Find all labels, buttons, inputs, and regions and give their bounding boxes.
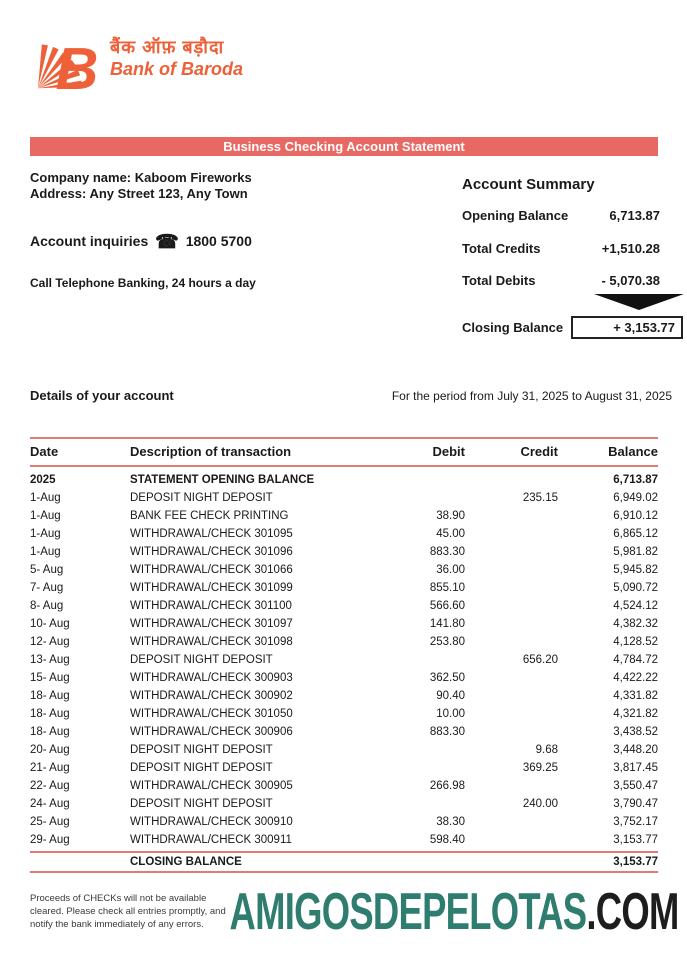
summary-value: - 5,070.38: [601, 273, 660, 288]
cell-balance: 4,321.82: [613, 708, 658, 720]
cell-date: 18- Aug: [30, 726, 70, 738]
header-date: Date: [30, 444, 59, 459]
cell-balance: 3,752.17: [613, 816, 658, 828]
cell-date: 29- Aug: [30, 834, 70, 846]
cell-description: DEPOSIT NIGHT DEPOSIT: [130, 762, 273, 774]
summary-value: 6,713.87: [609, 208, 660, 223]
table-header-row: [30, 437, 658, 467]
summary-row-total-credits: [462, 241, 660, 256]
table-row: [30, 507, 658, 525]
baroda-sun-icon: [30, 26, 102, 96]
cell-credit: 240.00: [522, 798, 558, 810]
cell-credit: 369.25: [522, 762, 558, 774]
cell-balance: 4,382.32: [613, 618, 658, 630]
table-row: [30, 579, 658, 597]
cell-date: 25- Aug: [30, 816, 70, 828]
cell-balance: 3,438.52: [613, 726, 658, 738]
brand-name: AMIGOSDEPELOTAS: [229, 883, 587, 941]
summary-value: +1,510.28: [601, 241, 660, 256]
cell-date: 21- Aug: [30, 762, 70, 774]
cell-description: WITHDRAWAL/CHECK 300905: [130, 780, 293, 792]
cell-date: 5- Aug: [30, 564, 64, 576]
cell-description: DEPOSIT NIGHT DEPOSIT: [130, 654, 273, 666]
cell-description: DEPOSIT NIGHT DEPOSIT: [130, 492, 273, 504]
cell-description: CLOSING BALANCE: [130, 856, 242, 868]
bank-logo-text: [110, 36, 243, 80]
cell-balance: 4,422.22: [613, 672, 658, 684]
cell-description: WITHDRAWAL/CHECK 301096: [130, 546, 293, 558]
cell-description: WITHDRAWAL/CHECK 301050: [130, 708, 293, 720]
cell-description: WITHDRAWAL/CHECK 301100: [130, 600, 292, 612]
cell-description: DEPOSIT NIGHT DEPOSIT: [130, 744, 273, 756]
cell-date: 13- Aug: [30, 654, 70, 666]
bank-name-hindi: बैंक ऑफ़ बड़ौदा: [110, 37, 225, 57]
header-credit: Credit: [520, 444, 558, 459]
cell-date: 22- Aug: [30, 780, 70, 792]
cell-balance: 3,448.20: [613, 744, 658, 756]
cell-date: 18- Aug: [30, 708, 70, 720]
cell-balance: 6,713.87: [613, 474, 658, 486]
brand-tld: .COM: [586, 883, 679, 941]
cell-debit: 598.40: [429, 834, 465, 846]
cell-debit: 38.90: [436, 510, 465, 522]
closing-balance-table-row: [30, 851, 658, 873]
disclaimer-line: cleared. Please check all entries promptly, and: [30, 906, 226, 917]
cell-date: 24- Aug: [30, 798, 70, 810]
header-debit: Debit: [432, 444, 465, 459]
cell-description: WITHDRAWAL/CHECK 300906: [130, 726, 293, 738]
disclaimer-line: Proceeds of CHECKs will not be available: [30, 893, 207, 904]
cell-balance: 3,153.77: [613, 834, 658, 846]
account-inquiries-line: [30, 231, 252, 254]
cell-credit: 9.68: [535, 744, 558, 756]
bank-logo: [30, 26, 243, 96]
cell-balance: 6,949.02: [613, 492, 658, 504]
statement-period: For the period from July 31, 2025 to August 31, 2025: [391, 389, 672, 403]
company-name: Company name: Kaboom Fireworks: [30, 170, 252, 185]
cell-description: WITHDRAWAL/CHECK 300902: [130, 690, 293, 702]
table-row: [30, 597, 658, 615]
cell-balance: 6,865.12: [613, 528, 658, 540]
details-heading: Details of your account: [30, 388, 174, 403]
telephone-banking-note: Call Telephone Banking, 24 hours a day: [30, 276, 256, 290]
cell-debit: 855.10: [429, 582, 465, 594]
inquiries-phone-number: 1800 5700: [185, 233, 252, 249]
cell-date: 1-Aug: [30, 492, 61, 504]
company-address: Address: Any Street 123, Any Town: [30, 186, 248, 201]
table-row: [30, 651, 658, 669]
table-row: [30, 525, 658, 543]
table-row: [30, 759, 658, 777]
account-summary-heading: Account Summary: [462, 176, 595, 193]
header-balance: Balance: [608, 444, 658, 459]
cell-debit: 90.40: [436, 690, 465, 702]
cell-date: 12- Aug: [30, 636, 70, 648]
cell-debit: 45.00: [436, 528, 465, 540]
cell-credit: 656.20: [522, 654, 558, 666]
cell-description: WITHDRAWAL/CHECK 301097: [130, 618, 293, 630]
cell-date: 10- Aug: [30, 618, 70, 630]
summary-label: Total Debits: [462, 273, 536, 288]
transactions-table: [30, 437, 658, 873]
cell-date: 15- Aug: [30, 672, 70, 684]
svg-text:B: B: [55, 35, 99, 96]
cell-balance: 3,153.77: [613, 856, 658, 868]
cell-debit: 883.30: [429, 546, 465, 558]
table-row: [30, 615, 658, 633]
cell-debit: 141.80: [429, 618, 465, 630]
cell-debit: 253.80: [429, 636, 465, 648]
cell-balance: 3,550.47: [613, 780, 658, 792]
cell-description: WITHDRAWAL/CHECK 300903: [130, 672, 293, 684]
table-row: [30, 813, 658, 831]
summary-row-opening-balance: [462, 208, 660, 223]
disclaimer-line: notify the bank immediately of any errors.: [30, 919, 204, 930]
cell-credit: 235.15: [522, 492, 558, 504]
table-row: [30, 489, 658, 507]
cell-description: WITHDRAWAL/CHECK 300911: [130, 834, 292, 846]
account-inquiries-label: Account inquiries: [30, 233, 149, 249]
table-row: [30, 705, 658, 723]
cell-date: 8- Aug: [30, 600, 64, 612]
table-row: [30, 543, 658, 561]
footer-disclaimer: [30, 892, 250, 931]
bank-name-english: Bank of Baroda: [110, 59, 244, 79]
cell-balance: 3,790.47: [613, 798, 658, 810]
table-row: [30, 561, 658, 579]
closing-balance-row: [462, 316, 683, 339]
cell-debit: 38.30: [436, 816, 465, 828]
summary-label: Total Credits: [462, 241, 541, 256]
cell-balance: 4,784.72: [613, 654, 658, 666]
cell-description: DEPOSIT NIGHT DEPOSIT: [130, 798, 273, 810]
cell-description: WITHDRAWAL/CHECK 301066: [130, 564, 293, 576]
footer-brand: [230, 882, 679, 942]
cell-date: 7- Aug: [30, 582, 64, 594]
cell-date: 1-Aug: [30, 510, 61, 522]
cell-date: 20- Aug: [30, 744, 70, 756]
table-row: [30, 687, 658, 705]
cell-debit: 883.30: [429, 726, 465, 738]
closing-balance-value: + 3,153.77: [571, 316, 683, 339]
cell-balance: 3,817.45: [613, 762, 658, 774]
table-row: [30, 777, 658, 795]
cell-balance: 4,128.52: [613, 636, 658, 648]
summary-row-total-debits: [462, 273, 660, 288]
cell-balance: 4,524.12: [613, 600, 658, 612]
cell-description: WITHDRAWAL/CHECK 300910: [130, 816, 293, 828]
cell-debit: 36.00: [436, 564, 465, 576]
cell-date: 2025: [30, 474, 56, 486]
table-row: [30, 795, 658, 813]
cell-balance: 5,090.72: [613, 582, 658, 594]
summary-label: Opening Balance: [462, 208, 569, 223]
cell-debit: 566.60: [429, 600, 465, 612]
cell-description: WITHDRAWAL/CHECK 301099: [130, 582, 293, 594]
cell-description: BANK FEE CHECK PRINTING: [130, 510, 289, 522]
cell-balance: 5,981.82: [613, 546, 658, 558]
cell-date: 1-Aug: [30, 528, 61, 540]
table-row: [30, 723, 658, 741]
cell-description: STATEMENT OPENING BALANCE: [130, 474, 315, 486]
cell-date: 1-Aug: [30, 546, 61, 558]
cell-balance: 6,910.12: [613, 510, 658, 522]
cell-debit: 10.00: [436, 708, 465, 720]
table-row: [30, 633, 658, 651]
closing-balance-label: Closing Balance: [462, 320, 564, 335]
table-row: [30, 669, 658, 687]
cell-debit: 362.50: [429, 672, 465, 684]
header-description: Description of transaction: [130, 444, 292, 459]
cell-balance: 4,331.82: [613, 690, 658, 702]
cell-balance: 5,945.82: [613, 564, 658, 576]
table-row: [30, 831, 658, 849]
statement-title-bar: [30, 137, 658, 156]
cell-description: WITHDRAWAL/CHECK 301098: [130, 636, 293, 648]
table-row: [30, 741, 658, 759]
cell-description: WITHDRAWAL/CHECK 301095: [130, 528, 293, 540]
telephone-icon: ☎: [155, 232, 179, 253]
statement-title: Business Checking Account Statement: [223, 139, 465, 154]
cell-debit: 266.98: [429, 780, 465, 792]
table-row: [30, 471, 658, 489]
transactions-body: [30, 467, 658, 849]
cell-date: 18- Aug: [30, 690, 70, 702]
down-arrow-icon: [594, 294, 684, 310]
